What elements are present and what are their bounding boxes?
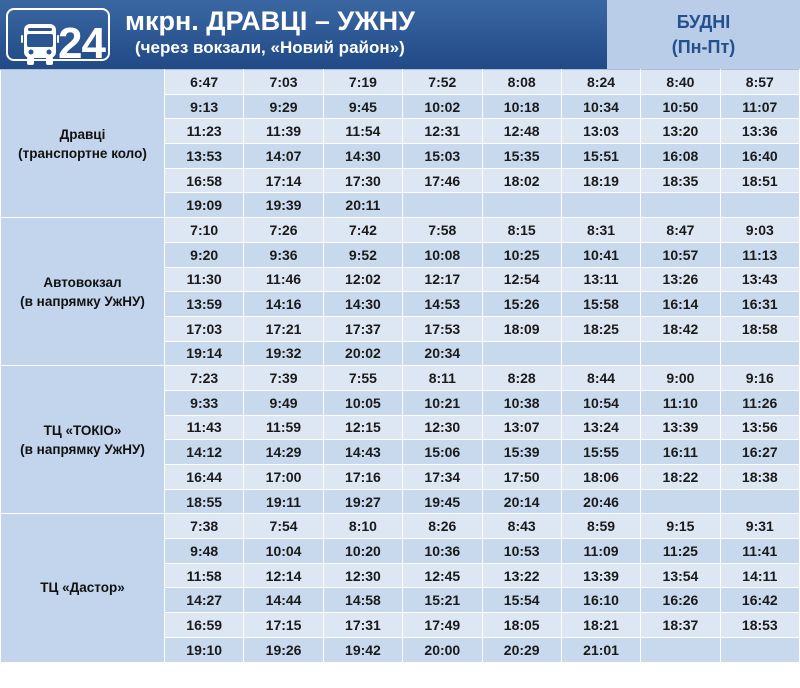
departure-time: 16:08 — [641, 144, 720, 169]
departure-time: 7:23 — [165, 366, 244, 391]
departure-time: 17:30 — [323, 168, 402, 193]
departure-time: 17:03 — [165, 316, 244, 341]
departure-time: 16:31 — [720, 292, 799, 317]
departure-time — [641, 193, 720, 218]
departure-time: 7:55 — [323, 366, 402, 391]
departure-time: 10:20 — [323, 539, 402, 564]
departure-time: 11:58 — [165, 563, 244, 588]
departure-time: 13:39 — [561, 563, 640, 588]
departure-time: 9:16 — [720, 366, 799, 391]
departure-time: 15:54 — [482, 588, 561, 613]
departure-time: 15:55 — [561, 440, 640, 465]
departure-time: 11:41 — [720, 539, 799, 564]
departure-time: 9:48 — [165, 539, 244, 564]
departure-time: 7:58 — [403, 218, 482, 243]
departure-time: 9:20 — [165, 242, 244, 267]
departure-time: 17:21 — [244, 316, 323, 341]
departure-time: 17:53 — [403, 316, 482, 341]
departure-time: 17:46 — [403, 168, 482, 193]
departure-time: 19:09 — [165, 193, 244, 218]
departure-time: 21:01 — [561, 637, 640, 662]
departure-time: 12:30 — [403, 415, 482, 440]
departure-time: 10:18 — [482, 94, 561, 119]
departure-time: 9:29 — [244, 94, 323, 119]
departure-time — [561, 341, 640, 366]
departure-time: 11:10 — [641, 390, 720, 415]
departure-time: 18:25 — [561, 316, 640, 341]
departure-time: 6:47 — [165, 70, 244, 95]
departure-time: 18:02 — [482, 168, 561, 193]
departure-time: 18:37 — [641, 613, 720, 638]
table-row — [1, 514, 800, 539]
departure-time: 18:35 — [641, 168, 720, 193]
departure-time: 13:43 — [720, 267, 799, 292]
departure-time: 13:26 — [641, 267, 720, 292]
departure-time: 15:26 — [482, 292, 561, 317]
stop-note: (в напрямку УжНУ) — [20, 293, 145, 309]
bus-icon — [21, 24, 59, 66]
departure-time: 20:46 — [561, 489, 640, 514]
departure-time: 13:54 — [641, 563, 720, 588]
departure-time: 17:16 — [323, 465, 402, 490]
departure-time: 16:26 — [641, 588, 720, 613]
departure-time: 9:52 — [323, 242, 402, 267]
departure-time: 8:31 — [561, 218, 640, 243]
departure-time: 10:25 — [482, 242, 561, 267]
departure-time: 18:55 — [165, 489, 244, 514]
departure-time: 19:32 — [244, 341, 323, 366]
departure-time: 20:11 — [323, 193, 402, 218]
departure-time: 17:37 — [323, 316, 402, 341]
departure-time: 7:03 — [244, 70, 323, 95]
departure-time: 17:14 — [244, 168, 323, 193]
departure-time: 19:39 — [244, 193, 323, 218]
departure-time: 18:09 — [482, 316, 561, 341]
departure-time: 12:02 — [323, 267, 402, 292]
departure-time: 9:45 — [323, 94, 402, 119]
departure-time: 14:11 — [720, 563, 799, 588]
departure-time: 7:10 — [165, 218, 244, 243]
departure-time: 7:26 — [244, 218, 323, 243]
route-number: 24 — [58, 19, 105, 68]
departure-time: 18:42 — [641, 316, 720, 341]
departure-time: 13:53 — [165, 144, 244, 169]
departure-time: 11:54 — [323, 119, 402, 144]
departure-time: 10:04 — [244, 539, 323, 564]
route-badge — [6, 8, 110, 68]
stop-name-cell — [1, 218, 165, 366]
departure-time: 16:59 — [165, 613, 244, 638]
departure-time: 14:16 — [244, 292, 323, 317]
departure-time: 12:54 — [482, 267, 561, 292]
departure-time: 13:39 — [641, 415, 720, 440]
departure-time: 11:23 — [165, 119, 244, 144]
departure-time: 12:45 — [403, 563, 482, 588]
departure-time: 11:30 — [165, 267, 244, 292]
departure-time: 11:13 — [720, 242, 799, 267]
departure-time: 10:57 — [641, 242, 720, 267]
departure-time — [482, 341, 561, 366]
timetable — [0, 69, 800, 688]
departure-time: 19:11 — [244, 489, 323, 514]
route-title: мкрн. ДРАВЦІ – УЖНУ — [125, 6, 415, 36]
departure-time: 18:05 — [482, 613, 561, 638]
stop-note: (в напрямку УжНУ) — [20, 441, 145, 457]
departure-time: 7:54 — [244, 514, 323, 539]
departure-time: 13:36 — [720, 119, 799, 144]
route-subtitle: (через вокзали, «Новий район») — [135, 38, 405, 57]
table-row — [1, 366, 800, 391]
departure-time: 19:26 — [244, 637, 323, 662]
stop-name: Дравці — [59, 126, 106, 142]
timetable-table — [0, 69, 800, 663]
departure-time: 14:58 — [323, 588, 402, 613]
stop-name: ТЦ «ТОКІО» — [43, 422, 122, 438]
departure-time: 19:10 — [165, 637, 244, 662]
departure-time: 12:31 — [403, 119, 482, 144]
departure-time: 13:56 — [720, 415, 799, 440]
departure-time: 14:53 — [403, 292, 482, 317]
departure-time: 8:28 — [482, 366, 561, 391]
departure-time: 14:27 — [165, 588, 244, 613]
departure-time: 11:43 — [165, 415, 244, 440]
departure-time: 14:07 — [244, 144, 323, 169]
departure-time: 16:14 — [641, 292, 720, 317]
departure-time: 11:07 — [720, 94, 799, 119]
days-title: БУДНІ — [676, 12, 731, 32]
departure-time: 13:11 — [561, 267, 640, 292]
departure-time: 20:00 — [403, 637, 482, 662]
departure-time: 14:30 — [323, 144, 402, 169]
departure-time: 18:22 — [641, 465, 720, 490]
departure-time: 15:21 — [403, 588, 482, 613]
departure-time: 16:10 — [561, 588, 640, 613]
departure-time: 11:25 — [641, 539, 720, 564]
departure-time: 7:42 — [323, 218, 402, 243]
departure-time: 15:35 — [482, 144, 561, 169]
departure-time: 16:44 — [165, 465, 244, 490]
departure-time: 10:34 — [561, 94, 640, 119]
departure-time: 17:15 — [244, 613, 323, 638]
departure-time: 18:06 — [561, 465, 640, 490]
departure-time: 8:47 — [641, 218, 720, 243]
departure-time: 9:13 — [165, 94, 244, 119]
departure-time: 10:02 — [403, 94, 482, 119]
departure-time: 7:38 — [165, 514, 244, 539]
departure-time — [641, 489, 720, 514]
departure-time: 18:53 — [720, 613, 799, 638]
departure-time: 17:50 — [482, 465, 561, 490]
table-row — [1, 70, 800, 95]
days-label — [607, 10, 800, 60]
departure-time — [720, 193, 799, 218]
departure-time: 12:17 — [403, 267, 482, 292]
departure-time: 20:34 — [403, 341, 482, 366]
departure-time: 12:30 — [323, 563, 402, 588]
departure-time: 8:43 — [482, 514, 561, 539]
departure-time: 20:29 — [482, 637, 561, 662]
departure-time: 19:27 — [323, 489, 402, 514]
departure-time: 19:42 — [323, 637, 402, 662]
departure-time: 11:39 — [244, 119, 323, 144]
departure-time: 13:07 — [482, 415, 561, 440]
departure-time: 15:51 — [561, 144, 640, 169]
departure-time: 20:02 — [323, 341, 402, 366]
departure-time: 13:59 — [165, 292, 244, 317]
departure-time: 15:39 — [482, 440, 561, 465]
departure-time: 10:38 — [482, 390, 561, 415]
departure-time: 7:52 — [403, 70, 482, 95]
departure-time: 14:44 — [244, 588, 323, 613]
departure-time: 7:19 — [323, 70, 402, 95]
departure-time: 10:53 — [482, 539, 561, 564]
departure-time: 8:59 — [561, 514, 640, 539]
departure-time — [641, 637, 720, 662]
departure-time: 10:08 — [403, 242, 482, 267]
departure-time: 14:12 — [165, 440, 244, 465]
departure-time: 16:27 — [720, 440, 799, 465]
departure-time — [403, 193, 482, 218]
departure-time: 15:58 — [561, 292, 640, 317]
departure-time: 18:51 — [720, 168, 799, 193]
departure-time: 15:03 — [403, 144, 482, 169]
departure-time: 8:40 — [641, 70, 720, 95]
departure-time — [641, 341, 720, 366]
departure-time: 11:46 — [244, 267, 323, 292]
departure-time: 20:14 — [482, 489, 561, 514]
departure-time: 13:24 — [561, 415, 640, 440]
departure-time: 9:33 — [165, 390, 244, 415]
departure-time: 18:19 — [561, 168, 640, 193]
departure-time — [720, 637, 799, 662]
departure-time: 18:58 — [720, 316, 799, 341]
stop-name-cell — [1, 70, 165, 218]
departure-time: 17:49 — [403, 613, 482, 638]
departure-time: 14:30 — [323, 292, 402, 317]
departure-time: 14:29 — [244, 440, 323, 465]
departure-time: 17:34 — [403, 465, 482, 490]
departure-time: 8:44 — [561, 366, 640, 391]
departure-time: 19:45 — [403, 489, 482, 514]
departure-time: 9:03 — [720, 218, 799, 243]
departure-time — [482, 193, 561, 218]
schedule-header — [0, 0, 800, 69]
departure-time: 18:38 — [720, 465, 799, 490]
departure-time — [561, 193, 640, 218]
departure-time: 8:26 — [403, 514, 482, 539]
departure-time: 16:40 — [720, 144, 799, 169]
departure-time: 14:43 — [323, 440, 402, 465]
stop-name-cell — [1, 366, 165, 514]
departure-time: 13:22 — [482, 563, 561, 588]
departure-time: 9:49 — [244, 390, 323, 415]
table-row — [1, 218, 800, 243]
departure-time: 10:05 — [323, 390, 402, 415]
departure-time: 12:14 — [244, 563, 323, 588]
departure-time — [720, 489, 799, 514]
departure-time: 12:48 — [482, 119, 561, 144]
departure-time: 9:00 — [641, 366, 720, 391]
departure-time: 12:15 — [323, 415, 402, 440]
departure-time: 16:42 — [720, 588, 799, 613]
header-route-panel — [0, 0, 607, 69]
departure-time: 11:09 — [561, 539, 640, 564]
departure-time: 11:26 — [720, 390, 799, 415]
stop-name-cell — [1, 514, 165, 662]
departure-time: 17:31 — [323, 613, 402, 638]
departure-time: 9:31 — [720, 514, 799, 539]
departure-time: 10:21 — [403, 390, 482, 415]
departure-time: 16:58 — [165, 168, 244, 193]
departure-time: 10:36 — [403, 539, 482, 564]
departure-time: 8:15 — [482, 218, 561, 243]
departure-time: 8:08 — [482, 70, 561, 95]
departure-time: 11:59 — [244, 415, 323, 440]
departure-time: 8:10 — [323, 514, 402, 539]
departure-time: 9:15 — [641, 514, 720, 539]
departure-time: 9:36 — [244, 242, 323, 267]
days-range: (Пн-Пт) — [671, 37, 736, 57]
departure-time — [720, 341, 799, 366]
departure-time: 16:11 — [641, 440, 720, 465]
departure-time: 18:21 — [561, 613, 640, 638]
stop-name: ТЦ «Дастор» — [40, 580, 125, 596]
departure-time: 8:57 — [720, 70, 799, 95]
departure-time: 8:24 — [561, 70, 640, 95]
departure-time: 8:11 — [403, 366, 482, 391]
departure-time: 19:14 — [165, 341, 244, 366]
departure-time: 13:03 — [561, 119, 640, 144]
stop-note: (транспортне коло) — [18, 145, 147, 161]
departure-time: 10:54 — [561, 390, 640, 415]
departure-time: 17:00 — [244, 465, 323, 490]
departure-time: 7:39 — [244, 366, 323, 391]
stop-name: Автовокзал — [43, 274, 122, 290]
departure-time: 13:20 — [641, 119, 720, 144]
departure-time: 10:41 — [561, 242, 640, 267]
departure-time: 15:06 — [403, 440, 482, 465]
departure-time: 10:50 — [641, 94, 720, 119]
